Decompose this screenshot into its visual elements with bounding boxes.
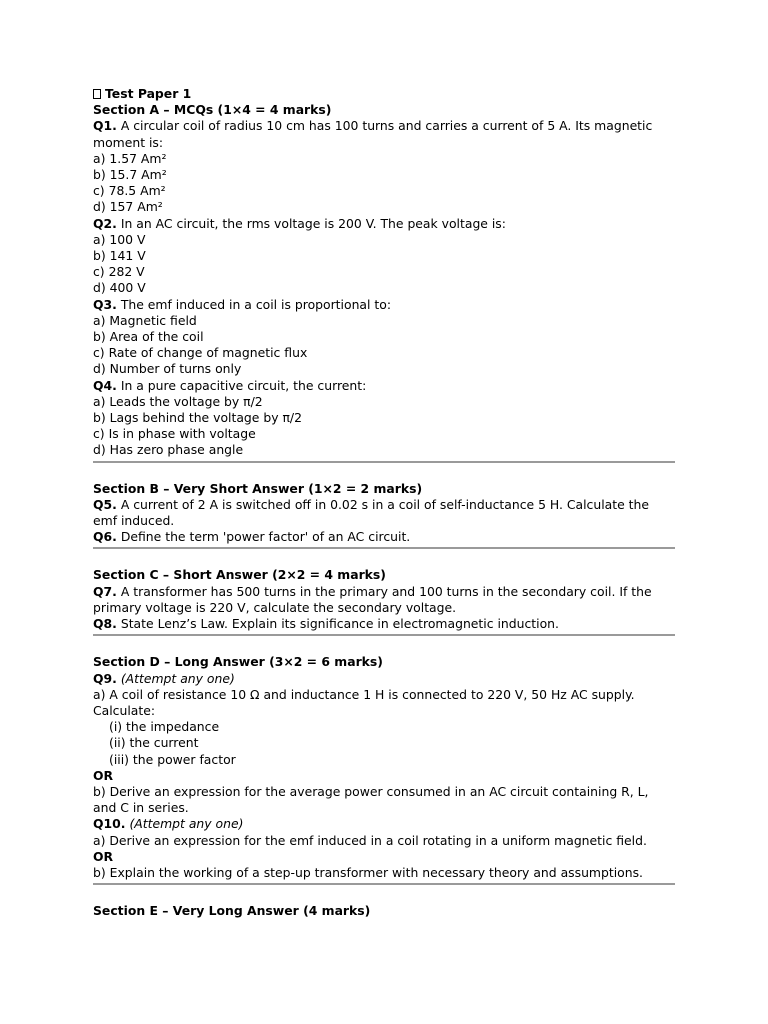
section-divider [93, 634, 675, 636]
option: a) Magnetic field [93, 312, 197, 328]
question-q1 [93, 118, 675, 150]
question-text: A transformer has 500 turns in the primary and 100 turns in the secondary coil. If the primary voltage is 220 V, calculate the secondary voltage. [93, 583, 652, 615]
option: b) 15.7 Am² [93, 167, 167, 183]
section-e [93, 903, 675, 919]
option: b) 141 V [93, 248, 146, 264]
question-text: State Lenz’s Law. Explain its significance in electromagnetic induction. [120, 616, 559, 632]
part-b: b) Derive an expression for the average power consumed in an AC circuit containing R, L, and C in series. [93, 783, 649, 816]
question-q4 [93, 378, 675, 394]
or-separator: OR [93, 848, 114, 864]
option: d) 157 Am² [93, 199, 163, 215]
option: d) Number of turns only [93, 361, 242, 377]
question-label: Q7. [93, 583, 117, 599]
question-label: Q4. [93, 377, 117, 393]
part-a: a) A coil of resistance 10 Ω and inductance 1 H is connected to 220 V, 50 Hz AC supply. Calculate: [93, 686, 635, 718]
section-b [93, 481, 675, 546]
question-text: In an AC circuit, the rms voltage is 200 V. The peak voltage is: [120, 215, 506, 231]
question-text: The emf induced in a coil is proportional to: [120, 296, 392, 312]
question-label: Q6. [93, 529, 117, 545]
question-text: A circular coil of radius 10 cm has 100 turns and carries a current of 5 A. Its magnetic moment is: [93, 118, 653, 150]
question-q9 [93, 671, 675, 687]
question-label: Q5. [93, 496, 117, 512]
question-q7 [93, 584, 675, 616]
section-heading: Section A – MCQs (1×4 = 4 marks) [93, 102, 332, 118]
option: c) 282 V [93, 264, 145, 280]
section-a [93, 102, 675, 458]
question-label: Q9. [93, 670, 117, 686]
part-b: b) Explain the working of a step-up transformer with necessary theory and assumptions. [93, 864, 643, 880]
subpart: (i) the impedance [109, 719, 220, 735]
question-text: Define the term 'power factor' of an AC circuit. [120, 529, 411, 545]
question-label: Q2. [93, 215, 117, 231]
test-paper [93, 86, 675, 919]
question-note: (Attempt any one) [120, 670, 235, 686]
option: d) Has zero phase angle [93, 442, 244, 458]
question-q5 [93, 497, 675, 529]
part-a: a) Derive an expression for the emf induced in a coil rotating in a uniform magnetic field. [93, 832, 647, 848]
option: b) Area of the coil [93, 329, 204, 345]
option: a) 100 V [93, 231, 146, 247]
option: c) Rate of change of magnetic flux [93, 345, 308, 361]
question-q8 [93, 616, 675, 632]
subpart: (ii) the current [109, 735, 199, 751]
section-divider [93, 547, 675, 549]
paper-title-line [93, 86, 675, 102]
question-q2 [93, 216, 675, 232]
question-text: In a pure capacitive circuit, the current: [120, 377, 367, 393]
question-label: Q3. [93, 296, 117, 312]
or-separator: OR [93, 767, 114, 783]
section-heading: Section D – Long Answer (3×2 = 6 marks) [93, 654, 383, 670]
question-label: Q10. [93, 816, 126, 832]
option: d) 400 V [93, 280, 146, 296]
section-heading: Section B – Very Short Answer (1×2 = 2 marks) [93, 480, 423, 496]
option: c) Is in phase with voltage [93, 426, 256, 442]
question-note: (Attempt any one) [129, 816, 244, 832]
option: a) 1.57 Am² [93, 150, 167, 166]
question-q3 [93, 297, 675, 313]
question-label: Q1. [93, 118, 117, 134]
section-heading: Section C – Short Answer (2×2 = 4 marks) [93, 567, 386, 583]
section-c [93, 567, 675, 632]
section-heading: Section E – Very Long Answer (4 marks) [93, 903, 371, 919]
paper-title: Test Paper 1 [105, 86, 192, 101]
question-q10 [93, 816, 675, 832]
question-text: A current of 2 A is switched off in 0.02 s in a coil of self-inductance 5 H. Calculate the emf induced. [93, 496, 650, 529]
option: c) 78.5 Am² [93, 183, 166, 199]
document-icon [93, 89, 101, 99]
section-d [93, 654, 675, 881]
option: a) Leads the voltage by π/2 [93, 393, 263, 409]
option: b) Lags behind the voltage by π/2 [93, 410, 302, 426]
subpart: (iii) the power factor [109, 751, 236, 767]
section-divider [93, 883, 675, 885]
section-divider [93, 461, 675, 463]
question-label: Q8. [93, 616, 117, 632]
question-q6 [93, 529, 675, 545]
